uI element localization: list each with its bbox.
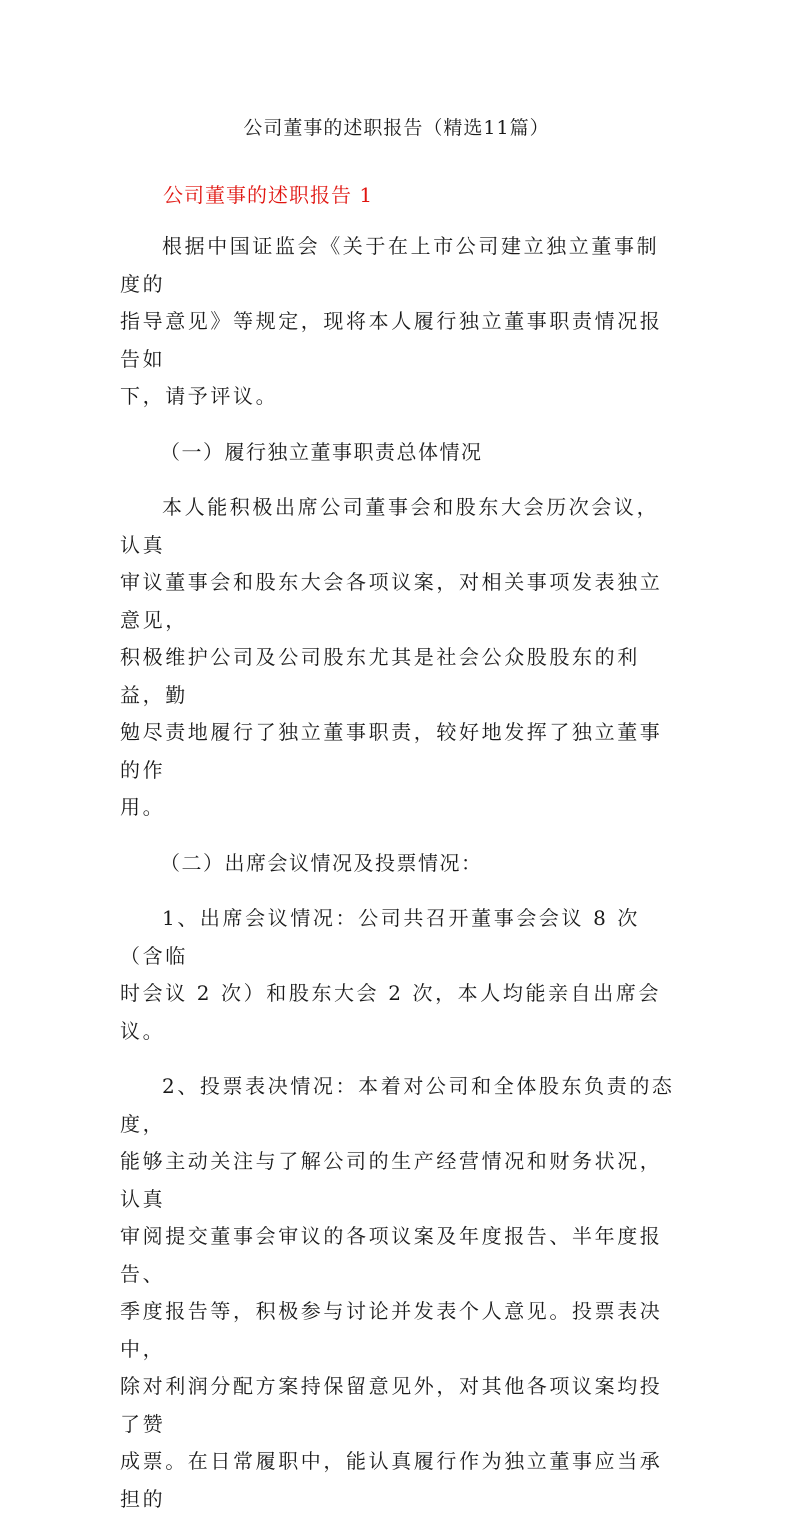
paragraph-voting xyxy=(120,1068,680,1518)
text-line: 审阅提交董事会审议的各项议案及年度报告、半年度报告、 xyxy=(120,1224,663,1286)
text-line: 除对利润分配方案持保留意见外，对其他各项议案均投了赞 xyxy=(120,1374,663,1436)
text-line: 2、投票表决情况：本着对公司和全体股东负责的态度， xyxy=(120,1074,675,1136)
document-body xyxy=(120,228,680,1518)
text-line: 成票。在日常履职中，能认真履行作为独立董事应当承担的 xyxy=(120,1449,663,1511)
paragraph-intro xyxy=(120,228,680,416)
text-line: （二）出席会议情况及投票情况： xyxy=(160,850,483,875)
section-heading: 公司董事的述职报告 1 xyxy=(163,183,374,207)
paragraph-duties xyxy=(120,489,680,827)
text-line: 勉尽责地履行了独立董事职责，较好地发挥了独立董事的作 xyxy=(120,720,663,782)
text-line: （一）履行独立董事职责总体情况 xyxy=(160,439,483,464)
document-title: 公司董事的述职报告（精选11篇） xyxy=(243,117,550,139)
text-line: 用。 xyxy=(120,795,166,819)
text-line: 能够主动关注与了解公司的生产经营情况和财务状况，认真 xyxy=(120,1149,663,1211)
subheading-meeting-attendance xyxy=(120,845,680,883)
text-line: 季度报告等，积极参与讨论并发表个人意见。投票表决中， xyxy=(120,1299,663,1361)
text-line: 积极维护公司及公司股东尤其是社会公众股股东的利益，勤 xyxy=(120,645,640,707)
text-line: 本人能积极出席公司董事会和股东大会历次会议，认真 xyxy=(120,495,660,557)
text-line: 1、出席会议情况：公司共召开董事会会议 8 次（含临 xyxy=(120,906,640,968)
text-line: 指导意见》等规定，现将本人履行独立董事职责情况报告如 xyxy=(120,309,663,371)
text-line: 下，请予评议。 xyxy=(120,384,279,408)
subheading-overall-duties xyxy=(120,434,680,472)
paragraph-attendance xyxy=(120,900,680,1050)
text-line: 时会议 2 次）和股东大会 2 次，本人均能亲自出席会议。 xyxy=(120,981,662,1043)
text-line: 审议董事会和股东大会各项议案，对相关事项发表独立意见， xyxy=(120,570,663,632)
text-line: 根据中国证监会《关于在上市公司建立独立董事制度的 xyxy=(120,234,660,296)
